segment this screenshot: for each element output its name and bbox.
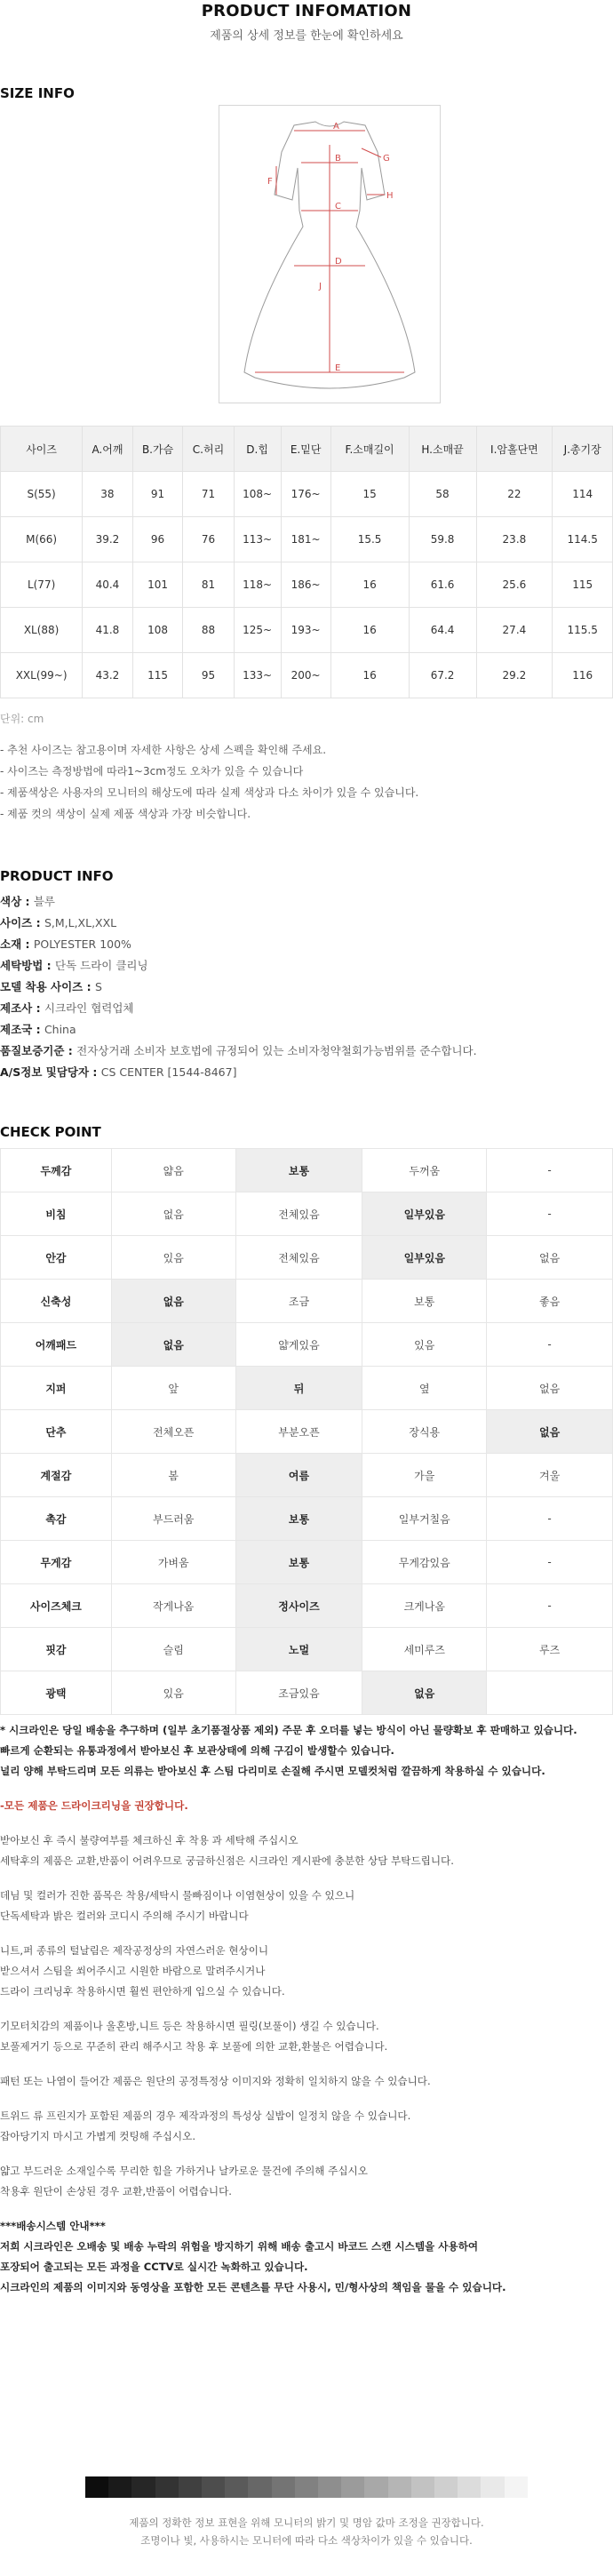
size-value-cell: 25.6 [476,562,553,608]
size-value-cell: 64.4 [409,608,476,653]
check-option: 전체있음 [235,1192,362,1236]
gray-swatch [202,2476,225,2498]
gray-swatch [131,2476,155,2498]
check-option: 부드러움 [111,1497,235,1541]
check-row [1,1149,613,1192]
dress-illustration [219,106,440,403]
check-option: 가을 [362,1454,487,1497]
size-label-cell: M(66) [1,517,83,562]
gray-swatch [155,2476,179,2498]
size-value-cell: 193~ [281,608,330,653]
policy-line: 얇고 부드러운 소재일수록 무리한 힘을 가하거나 날카로운 물건에 주의해 주십시오 [0,2165,368,2177]
product-info-heading: PRODUCT INFO [0,868,114,884]
policy-line: 세탁후의 제품은 교환,반품이 어려우므로 궁금하신점은 시크라인 게시판에 충분한 상담 부탁드립니다. [0,1854,454,1867]
product-info-key: 제조사 : [0,1001,44,1015]
size-value-cell: 29.2 [476,653,553,698]
check-option-selected: 일부있음 [362,1236,487,1280]
diagram-label-b: B [335,154,341,163]
check-option: 없음 [487,1367,613,1410]
gray-swatch [364,2476,387,2498]
check-option: - [487,1541,613,1584]
product-info-item [0,891,477,913]
gray-swatch [411,2476,434,2498]
product-info-item [0,998,477,1019]
footer-line: 제품의 정확한 정보 표현을 위해 모니터의 밝기 및 명암 값마 조정을 권장합니다. [129,2516,484,2529]
check-option: - [487,1192,613,1236]
diagram-label-d: D [335,257,342,267]
check-option-selected: 없음 [111,1280,235,1323]
policy-line: 패턴 또는 나염이 들어간 제품은 원단의 공정특정상 이미지와 정확히 일치하지 않을 수 있습니다. [0,2075,431,2087]
gray-swatch [318,2476,341,2498]
footer-line: 조명이나 빛, 사용하시는 모니터에 따라 다소 색상차이가 있을 수 있습니다. [140,2534,473,2547]
size-value-cell: 114 [553,472,613,517]
policy-line: 트위드 류 프린지가 포함된 제품의 경우 제작과정의 특성상 실밥이 일정치 않을 수 있습니다. [0,2109,411,2122]
product-info-key: 모델 착용 사이즈 : [0,980,95,993]
product-info-value: 블루 [33,895,56,908]
product-info-value: China [44,1023,76,1036]
product-info-value: 시크라인 협력업체 [44,1001,134,1015]
size-row [1,472,613,517]
product-info-key: 사이즈 : [0,916,44,929]
product-info-item [0,934,477,955]
gray-swatch [85,2476,108,2498]
size-value-cell: 115 [132,653,183,698]
policy-line: 니트,퍼 종류의 털날림은 제작공정상의 자연스러운 현상이니 [0,1944,269,1957]
check-option: 전체있음 [235,1236,362,1280]
size-diagram [219,105,441,403]
size-value-cell: 59.8 [409,517,476,562]
size-label-cell: XXL(99~) [1,653,83,698]
diagram-label-f: F [267,177,273,187]
check-option: 있음 [111,1671,235,1715]
size-label-cell: S(55) [1,472,83,517]
check-option [487,1671,613,1715]
size-value-cell: 115 [553,562,613,608]
check-option-selected: 여름 [235,1454,362,1497]
product-info-key: 소재 : [0,937,34,951]
check-label: 지퍼 [1,1367,112,1410]
diagram-label-g: G [383,154,390,163]
check-option-selected: 정사이즈 [235,1584,362,1628]
size-value-cell: 116 [553,653,613,698]
size-value-cell: 115.5 [553,608,613,653]
page-subtitle: 제품의 상세 정보를 한눈에 확인하세요 [210,29,403,43]
size-value-cell: 38 [83,472,132,517]
check-option: 일부거칠음 [362,1497,487,1541]
check-option: - [487,1497,613,1541]
policy-bold-line: 빠르게 순환되는 유통과정에서 받아보신 후 보관상태에 의해 구김이 발생할수 있습니다. [0,1744,394,1757]
size-note: - 추천 사이즈는 참고용이며 자세한 사항은 상세 스펙을 확인해 주세요. [0,744,327,756]
product-info-value: 전자상거래 소비자 보호법에 규정되어 있는 소비자청약철회가능범위를 준수합니다. [76,1044,477,1057]
check-label: 두께감 [1,1149,112,1192]
check-row [1,1628,613,1671]
size-value-cell: 27.4 [476,608,553,653]
product-info-value: S [94,980,102,993]
col-armhole: I.암홀단면 [476,427,553,472]
product-info-item [0,977,477,998]
check-option: - [487,1584,613,1628]
size-value-cell: 91 [132,472,183,517]
size-value-cell: 15.5 [330,517,409,562]
product-info-item [0,955,477,977]
policy-bold-line: * 시크라인은 당일 배송을 추구하며 (일부 초기품절상품 제외) 주문 후 오더를 넣는 방식이 아닌 물량확보 후 판매하고 있습니다. [0,1724,577,1736]
check-option: 봄 [111,1454,235,1497]
gray-swatch [225,2476,248,2498]
check-row [1,1280,613,1323]
col-waist: C.허리 [183,427,234,472]
check-option: 얇음 [111,1149,235,1192]
check-row [1,1367,613,1410]
size-value-cell: 23.8 [476,517,553,562]
product-info-value: 단독 드라이 클리닝 [55,959,148,972]
check-option: 없음 [111,1192,235,1236]
gray-swatch [481,2476,504,2498]
size-note: - 제품색상은 사용자의 모니터의 해상도에 따라 실제 색상과 다소 차이가 있을 수 있습니다. [0,786,419,799]
check-label: 신축성 [1,1280,112,1323]
check-option: 앞 [111,1367,235,1410]
shipping-notice-line: 포장되어 출고되는 모든 과정을 CCTV로 실시간 녹화하고 있습니다. [0,2261,308,2273]
size-value-cell: 96 [132,517,183,562]
product-info-key: 품질보증기준 : [0,1044,77,1057]
product-info-value: POLYESTER 100% [33,937,131,951]
check-option: 부분오픈 [235,1410,362,1454]
size-row [1,517,613,562]
product-info-item [0,1041,477,1062]
footer-notes [0,2514,613,2549]
size-value-cell: 71 [183,472,234,517]
product-info-key: 제조국 : [0,1023,44,1036]
gray-swatch [272,2476,295,2498]
size-value-cell: 118~ [234,562,281,608]
check-row [1,1497,613,1541]
size-value-cell: 43.2 [83,653,132,698]
size-value-cell: 58 [409,472,476,517]
size-row [1,653,613,698]
size-value-cell: 39.2 [83,517,132,562]
col-hem: E.밑단 [281,427,330,472]
policy-line: 받으셔서 스팀을 쐬어주시고 시원한 바람으로 말려주시거나 [0,1965,266,1977]
gray-swatch [434,2476,458,2498]
size-value-cell: 40.4 [83,562,132,608]
gray-swatch [179,2476,202,2498]
size-value-cell: 176~ [281,472,330,517]
check-row [1,1584,613,1628]
size-value-cell: 76 [183,517,234,562]
check-option: 전체오픈 [111,1410,235,1454]
gray-swatch [388,2476,411,2498]
check-label: 핏감 [1,1628,112,1671]
shipping-notice-line: 저희 시크라인은 오배송 및 배송 누락의 위험을 방지하기 위해 배송 출고시 바코드 스캔 시스템을 사용하여 [0,2240,479,2253]
dry-clean-notice: -모든 제품은 드라이크리닝을 권장합니다. [0,1799,188,1812]
gray-swatch [248,2476,271,2498]
check-option: 겨울 [487,1454,613,1497]
diagram-label-j: J [319,282,322,291]
diagram-label-e: E [335,363,341,373]
check-option: - [487,1323,613,1367]
check-row [1,1454,613,1497]
check-option-selected: 보통 [235,1497,362,1541]
size-value-cell: 186~ [281,562,330,608]
diagram-label-h: H [386,191,394,201]
check-label: 사이즈체크 [1,1584,112,1628]
product-info-value: CS CENTER [1544-8467] [100,1065,237,1079]
policy-line: 기모터치감의 제품이나 울혼방,니트 등은 착용하시면 필링(보풀이) 생길 수 있습니다. [0,2020,379,2032]
col-sleeve-end: H.소매끝 [409,427,476,472]
policy-line: 드라이 크리닝후 착용하시면 훨씬 편안하게 입으실 수 있습니다. [0,1985,285,1998]
check-option-selected: 보통 [235,1541,362,1584]
col-sleeve-length: F.소매길이 [330,427,409,472]
check-label: 단추 [1,1410,112,1454]
product-info-value: S,M,L,XL,XXL [44,916,117,929]
check-option: 장식용 [362,1410,487,1454]
check-option-selected: 뒤 [235,1367,362,1410]
check-option: 루즈 [487,1628,613,1671]
check-option-selected: 없음 [487,1410,613,1454]
check-label: 안감 [1,1236,112,1280]
check-option: 세미루즈 [362,1628,487,1671]
policy-line: 받아보신 후 즉시 불량여부를 체크하신 후 착용 과 세탁해 주십시오 [0,1834,299,1846]
col-size: 사이즈 [1,427,83,472]
product-info-list [0,891,477,1083]
check-option: 작게나옴 [111,1584,235,1628]
product-info-item [0,913,477,934]
size-value-cell: 81 [183,562,234,608]
check-label: 광택 [1,1671,112,1715]
size-info-heading: SIZE INFO [0,85,75,101]
size-value-cell: 101 [132,562,183,608]
check-option-selected: 없음 [362,1671,487,1715]
size-notes [0,739,418,825]
diagram-label-a: A [333,122,339,132]
size-value-cell: 200~ [281,653,330,698]
check-option: 슬림 [111,1628,235,1671]
check-label: 계절감 [1,1454,112,1497]
check-row [1,1323,613,1367]
gray-swatch [505,2476,528,2498]
size-value-cell: 16 [330,562,409,608]
size-table-header [1,427,613,472]
size-value-cell: 113~ [234,517,281,562]
check-option-selected: 일부있음 [362,1192,487,1236]
product-info-item [0,1062,477,1083]
size-label-cell: XL(88) [1,608,83,653]
col-chest: B.가슴 [132,427,183,472]
check-option: 옆 [362,1367,487,1410]
check-point-heading: CHECK POINT [0,1124,101,1140]
check-option: 크게나옴 [362,1584,487,1628]
product-info-item [0,1019,477,1041]
size-label-cell: L(77) [1,562,83,608]
gray-swatch [295,2476,318,2498]
product-info-key: 색상 : [0,895,34,908]
size-value-cell: 108 [132,608,183,653]
check-option-selected: 없음 [111,1323,235,1367]
diagram-label-c: C [335,202,341,211]
check-option: - [487,1149,613,1192]
size-value-cell: 16 [330,608,409,653]
check-option: 무게감있음 [362,1541,487,1584]
policy-section [0,1720,613,2298]
check-option-selected: 노멀 [235,1628,362,1671]
size-value-cell: 22 [476,472,553,517]
size-value-cell: 125~ [234,608,281,653]
check-option: 조금 [235,1280,362,1323]
size-row [1,562,613,608]
check-option: 없음 [487,1236,613,1280]
size-value-cell: 108~ [234,472,281,517]
check-label: 촉감 [1,1497,112,1541]
size-value-cell: 67.2 [409,653,476,698]
size-value-cell: 88 [183,608,234,653]
product-info-key: 세탁방법 : [0,959,56,972]
page-header [0,0,613,43]
col-hip: D.힙 [234,427,281,472]
size-row [1,608,613,653]
check-row [1,1541,613,1584]
monitor-calibration-bar [85,2476,528,2498]
size-value-cell: 133~ [234,653,281,698]
policy-line: 잡아당기지 마시고 가볍게 컷팅해 주십시오. [0,2130,196,2142]
page-title: PRODUCT INFOMATION [201,2,412,20]
shipping-notice-title: ***배송시스템 안내*** [0,2220,106,2232]
col-total-length: J.총기장 [553,427,613,472]
check-row [1,1192,613,1236]
size-value-cell: 15 [330,472,409,517]
check-option: 조금있음 [235,1671,362,1715]
policy-line: 단독세탁과 밝은 컬러와 코디시 주의해 주시기 바랍니다 [0,1910,249,1922]
check-row [1,1410,613,1454]
size-table [0,426,613,698]
policy-line: 착용후 원단이 손상된 경우 교환,반품이 어렵습니다. [0,2185,232,2197]
size-value-cell: 41.8 [83,608,132,653]
check-row [1,1236,613,1280]
gray-swatch [108,2476,131,2498]
check-option: 얇게있음 [235,1323,362,1367]
policy-line: 데님 및 컬러가 진한 품목은 착용/세탁시 물빠짐이나 이염현상이 있을 수 있으니 [0,1889,355,1902]
check-point-table [0,1148,613,1715]
check-option-selected: 보통 [235,1149,362,1192]
check-label: 무게감 [1,1541,112,1584]
col-shoulder: A.어깨 [83,427,132,472]
size-value-cell: 61.6 [409,562,476,608]
shipping-notice-line: 시크라인의 제품의 이미지와 동영상을 포함한 모든 콘텐츠를 무단 사용시, 민/형사상의 책임을 물을 수 있습니다. [0,2281,506,2293]
check-option: 보통 [362,1280,487,1323]
size-note: - 사이즈는 측정방법에 따라1~3cm정도 오차가 있을 수 있습니다 [0,765,304,778]
unit-note: 단위: cm [0,713,44,725]
size-value-cell: 114.5 [553,517,613,562]
check-option: 있음 [362,1323,487,1367]
size-value-cell: 16 [330,653,409,698]
size-note: - 제품 컷의 색상이 실제 제품 색상과 가장 비슷합니다. [0,808,251,820]
size-value-cell: 95 [183,653,234,698]
check-label: 어깨패드 [1,1323,112,1367]
product-info-key: A/S정보 및담당자 : [0,1065,101,1079]
check-label: 비침 [1,1192,112,1236]
check-row [1,1671,613,1715]
policy-line: 보풀제거기 등으로 꾸준히 관리 해주시고 착용 후 보풀에 의한 교환,환불은 어렵습니다. [0,2040,388,2053]
gray-swatch [341,2476,364,2498]
check-option: 두꺼움 [362,1149,487,1192]
gray-swatch [458,2476,481,2498]
size-value-cell: 181~ [281,517,330,562]
check-option: 가벼움 [111,1541,235,1584]
check-option: 좋음 [487,1280,613,1323]
policy-bold-line: 널리 양해 부탁드리며 모든 의류는 받아보신 후 스팀 다리미로 손질해 주시면 모델컷처럼 깔끔하게 착용하실 수 있습니다. [0,1765,545,1777]
check-option: 있음 [111,1236,235,1280]
